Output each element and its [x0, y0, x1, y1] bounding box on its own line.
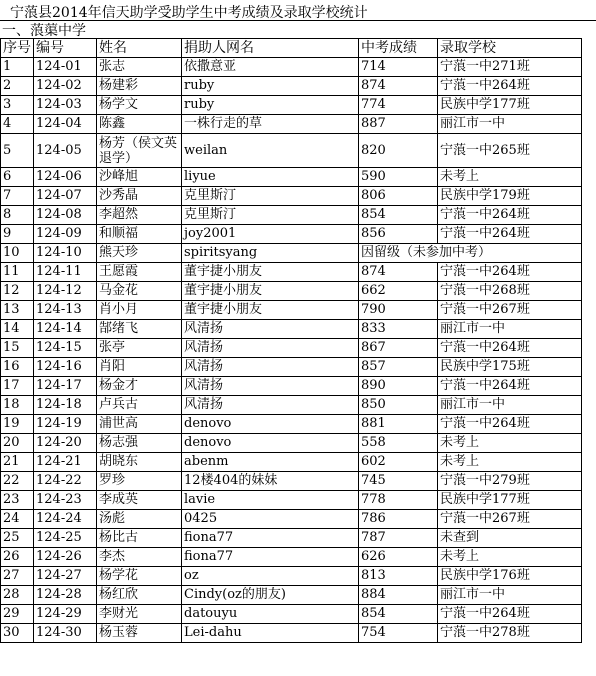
table-row — [1, 134, 582, 168]
cell-score[interactable]: 854 — [359, 605, 438, 624]
cell-name[interactable]: 杨玉蓉 — [97, 624, 182, 643]
cell-school[interactable]: 宁蒗一中268班 — [438, 282, 582, 301]
cell-code[interactable]: 124-01 — [34, 58, 97, 77]
header-donor[interactable]: 捐助人网名 — [182, 39, 359, 58]
table-row — [1, 301, 582, 320]
cell-code[interactable]: 124-30 — [34, 624, 97, 643]
cell-code[interactable]: 124-24 — [34, 510, 97, 529]
cell-school[interactable]: 未考上 — [438, 168, 582, 187]
cell-score[interactable]: 857 — [359, 358, 438, 377]
cell-no[interactable]: 20 — [1, 434, 34, 453]
cell-no[interactable]: 15 — [1, 339, 34, 358]
cell-score[interactable]: 806 — [359, 187, 438, 206]
cell-score[interactable]: 786 — [359, 510, 438, 529]
cell-score[interactable]: 790 — [359, 301, 438, 320]
cell-school[interactable]: 民族中学177班 — [438, 96, 582, 115]
cell-name[interactable]: 杨志强 — [97, 434, 182, 453]
cell-code[interactable]: 124-28 — [34, 586, 97, 605]
cell-donor[interactable]: 12楼404的妹妹 — [182, 472, 359, 491]
table-row — [1, 282, 582, 301]
table-row — [1, 586, 582, 605]
cell-code[interactable]: 124-04 — [34, 115, 97, 134]
cell-donor[interactable]: liyue — [182, 168, 359, 187]
cell-school[interactable]: 民族中学175班 — [438, 358, 582, 377]
cell-name[interactable]: 肖小月 — [97, 301, 182, 320]
cell-name[interactable]: 郜绪飞 — [97, 320, 182, 339]
cell-score[interactable]: 787 — [359, 529, 438, 548]
header-no[interactable]: 序号 — [1, 39, 34, 58]
cell-school[interactable]: 宁蒗一中264班 — [438, 605, 582, 624]
cell-no[interactable]: 10 — [1, 244, 34, 263]
cell-donor[interactable]: Lei-dahu — [182, 624, 359, 643]
cell-no[interactable]: 24 — [1, 510, 34, 529]
cell-no[interactable]: 17 — [1, 377, 34, 396]
cell-school[interactable]: 丽江市一中 — [438, 320, 582, 339]
cell-school[interactable]: 丽江市一中 — [438, 396, 582, 415]
cell-no[interactable]: 3 — [1, 96, 34, 115]
table-row — [1, 605, 582, 624]
cell-donor[interactable]: 依撒意亚 — [182, 58, 359, 77]
table-row — [1, 567, 582, 586]
cell-code[interactable]: 124-20 — [34, 434, 97, 453]
cell-donor[interactable]: 风清扬 — [182, 396, 359, 415]
table-row — [1, 96, 582, 115]
cell-no[interactable]: 16 — [1, 358, 34, 377]
cell-donor[interactable]: denovo — [182, 434, 359, 453]
cell-name[interactable]: 张亭 — [97, 339, 182, 358]
cell-donor[interactable]: 风清扬 — [182, 320, 359, 339]
cell-code[interactable]: 124-26 — [34, 548, 97, 567]
table-row — [1, 225, 582, 244]
section-row — [0, 20, 596, 38]
cell-no[interactable]: 28 — [1, 586, 34, 605]
table-row — [1, 624, 582, 643]
table-row — [1, 358, 582, 377]
table-row — [1, 168, 582, 187]
table-row — [1, 453, 582, 472]
cell-code[interactable]: 124-22 — [34, 472, 97, 491]
cell-donor[interactable]: 董宇捷小朋友 — [182, 301, 359, 320]
cell-name[interactable]: 胡晓东 — [97, 453, 182, 472]
cell-code[interactable]: 124-09 — [34, 225, 97, 244]
section-title: 一、蒗蕖中学 — [2, 23, 86, 39]
cell-no[interactable]: 26 — [1, 548, 34, 567]
cell-code[interactable]: 124-05 — [34, 134, 97, 168]
cell-donor[interactable]: 风清扬 — [182, 377, 359, 396]
cell-school[interactable]: 未查到 — [438, 529, 582, 548]
cell-score[interactable]: 778 — [359, 491, 438, 510]
cell-donor[interactable]: abenm — [182, 453, 359, 472]
cell-donor[interactable]: 0425 — [182, 510, 359, 529]
cell-code[interactable]: 124-07 — [34, 187, 97, 206]
cell-school[interactable]: 宁蒗一中267班 — [438, 510, 582, 529]
cell-donor[interactable]: oz — [182, 567, 359, 586]
cell-name[interactable]: 杨芳（侯文英退学） — [97, 134, 182, 168]
cell-code[interactable]: 124-12 — [34, 282, 97, 301]
cell-no[interactable]: 6 — [1, 168, 34, 187]
cell-score[interactable]: 774 — [359, 96, 438, 115]
cell-donor[interactable]: spiritsyang — [182, 244, 359, 263]
cell-name[interactable]: 张志 — [97, 58, 182, 77]
cell-code[interactable]: 124-06 — [34, 168, 97, 187]
header-row — [1, 39, 582, 58]
cell-code[interactable]: 124-02 — [34, 77, 97, 96]
header-score[interactable]: 中考成绩 — [359, 39, 438, 58]
cell-name[interactable]: 肖阳 — [97, 358, 182, 377]
cell-score[interactable]: 867 — [359, 339, 438, 358]
table-row — [1, 206, 582, 225]
cell-school[interactable]: 宁蒗一中264班 — [438, 225, 582, 244]
cell-name[interactable]: 熊天珍 — [97, 244, 182, 263]
cell-name[interactable]: 和顺福 — [97, 225, 182, 244]
cell-no[interactable]: 7 — [1, 187, 34, 206]
cell-donor[interactable]: lavie — [182, 491, 359, 510]
cell-name[interactable]: 李成英 — [97, 491, 182, 510]
table-row — [1, 320, 582, 339]
cell-school[interactable]: 宁蒗一中271班 — [438, 58, 582, 77]
table-row — [1, 510, 582, 529]
cell-code[interactable]: 124-11 — [34, 263, 97, 282]
cell-donor[interactable]: ruby — [182, 96, 359, 115]
cell-score[interactable]: 662 — [359, 282, 438, 301]
cell-name[interactable]: 浦世高 — [97, 415, 182, 434]
cell-score[interactable]: 884 — [359, 586, 438, 605]
cell-code[interactable]: 124-15 — [34, 339, 97, 358]
cell-code[interactable]: 124-17 — [34, 377, 97, 396]
table-row — [1, 434, 582, 453]
cell-name[interactable]: 李超然 — [97, 206, 182, 225]
cell-no[interactable]: 30 — [1, 624, 34, 643]
cell-school[interactable]: 宁蒗一中279班 — [438, 472, 582, 491]
cell-score[interactable]: 602 — [359, 453, 438, 472]
table-row — [1, 377, 582, 396]
cell-code[interactable]: 124-14 — [34, 320, 97, 339]
cell-no[interactable]: 25 — [1, 529, 34, 548]
table-row — [1, 187, 582, 206]
cell-no[interactable]: 1 — [1, 58, 34, 77]
cell-school[interactable]: 未考上 — [438, 434, 582, 453]
table-row — [1, 77, 582, 96]
cell-donor[interactable]: 董宇捷小朋友 — [182, 263, 359, 282]
table-row — [1, 339, 582, 358]
cell-code[interactable]: 124-18 — [34, 396, 97, 415]
cell-name[interactable]: 杨比古 — [97, 529, 182, 548]
cell-name[interactable]: 李杰 — [97, 548, 182, 567]
cell-no[interactable]: 14 — [1, 320, 34, 339]
cell-school[interactable]: 宁蒗一中267班 — [438, 301, 582, 320]
cell-donor[interactable]: fiona77 — [182, 548, 359, 567]
table-row — [1, 415, 582, 434]
cell-score[interactable]: 874 — [359, 263, 438, 282]
table-row — [1, 115, 582, 134]
cell-no[interactable]: 13 — [1, 301, 34, 320]
cell-donor[interactable]: datouyu — [182, 605, 359, 624]
cell-name[interactable]: 罗珍 — [97, 472, 182, 491]
cell-score[interactable]: 833 — [359, 320, 438, 339]
cell-code[interactable]: 124-03 — [34, 96, 97, 115]
table-row — [1, 396, 582, 415]
cell-name[interactable]: 杨红欣 — [97, 586, 182, 605]
cell-donor[interactable]: fiona77 — [182, 529, 359, 548]
cell-donor[interactable]: ruby — [182, 77, 359, 96]
cell-code[interactable]: 124-29 — [34, 605, 97, 624]
cell-code[interactable]: 124-08 — [34, 206, 97, 225]
cell-no[interactable]: 27 — [1, 567, 34, 586]
cell-school[interactable]: 民族中学179班 — [438, 187, 582, 206]
cell-score[interactable]: 850 — [359, 396, 438, 415]
table-row — [1, 529, 582, 548]
cell-name[interactable]: 杨金才 — [97, 377, 182, 396]
cell-no[interactable]: 29 — [1, 605, 34, 624]
cell-name[interactable]: 沙秀晶 — [97, 187, 182, 206]
cell-no[interactable]: 9 — [1, 225, 34, 244]
table-row — [1, 491, 582, 510]
cell-donor[interactable]: 风清扬 — [182, 358, 359, 377]
cell-school[interactable]: 丽江市一中 — [438, 115, 582, 134]
cell-no[interactable]: 5 — [1, 134, 34, 168]
table-row — [1, 263, 582, 282]
cell-name[interactable]: 杨学花 — [97, 567, 182, 586]
cell-score[interactable]: 626 — [359, 548, 438, 567]
cell-score[interactable]: 745 — [359, 472, 438, 491]
cell-no[interactable]: 2 — [1, 77, 34, 96]
cell-no[interactable]: 23 — [1, 491, 34, 510]
cell-no[interactable]: 8 — [1, 206, 34, 225]
sheet-title-row — [0, 0, 596, 21]
cell-donor[interactable]: 克里斯汀 — [182, 206, 359, 225]
cell-school[interactable]: 宁蒗一中278班 — [438, 624, 582, 643]
table-row — [1, 548, 582, 567]
cell-score[interactable]: 714 — [359, 58, 438, 77]
cell-school[interactable]: 民族中学176班 — [438, 567, 582, 586]
cell-name[interactable]: 卢兵古 — [97, 396, 182, 415]
cell-donor[interactable]: 一株行走的草 — [182, 115, 359, 134]
header-school[interactable]: 录取学校 — [438, 39, 582, 58]
cell-no[interactable]: 19 — [1, 415, 34, 434]
cell-score[interactable]: 887 — [359, 115, 438, 134]
cell-code[interactable]: 124-16 — [34, 358, 97, 377]
table-body — [1, 58, 582, 643]
cell-score[interactable]: 754 — [359, 624, 438, 643]
cell-name[interactable]: 汤彪 — [97, 510, 182, 529]
cell-school[interactable]: 宁蒗一中264班 — [438, 263, 582, 282]
cell-score[interactable]: 590 — [359, 168, 438, 187]
cell-name[interactable]: 沙峰旭 — [97, 168, 182, 187]
cell-school[interactable]: 宁蒗一中264班 — [438, 415, 582, 434]
cell-donor[interactable]: 克里斯汀 — [182, 187, 359, 206]
header-name[interactable]: 姓名 — [97, 39, 182, 58]
cell-code[interactable]: 124-23 — [34, 491, 97, 510]
cell-school[interactable]: 宁蒗一中264班 — [438, 77, 582, 96]
cell-no[interactable]: 11 — [1, 263, 34, 282]
cell-score[interactable]: 813 — [359, 567, 438, 586]
cell-score[interactable]: 890 — [359, 377, 438, 396]
cell-name[interactable]: 杨学文 — [97, 96, 182, 115]
results-table — [0, 38, 582, 643]
cell-code[interactable]: 124-21 — [34, 453, 97, 472]
cell-score[interactable]: 881 — [359, 415, 438, 434]
cell-name[interactable]: 陈鑫 — [97, 115, 182, 134]
cell-score[interactable]: 856 — [359, 225, 438, 244]
cell-no[interactable]: 12 — [1, 282, 34, 301]
cell-score[interactable]: 820 — [359, 134, 438, 168]
cell-school[interactable]: 宁蒗一中264班 — [438, 206, 582, 225]
cell-code[interactable]: 124-25 — [34, 529, 97, 548]
cell-donor[interactable]: denovo — [182, 415, 359, 434]
table-row — [1, 58, 582, 77]
cell-school[interactable]: 未考上 — [438, 548, 582, 567]
table-row — [1, 244, 582, 263]
cell-name[interactable]: 李财光 — [97, 605, 182, 624]
cell-donor[interactable]: Cindy(oz的朋友) — [182, 586, 359, 605]
cell-school[interactable]: 民族中学177班 — [438, 491, 582, 510]
cell-score[interactable]: 因留级（未参加中考） — [359, 244, 582, 263]
cell-score[interactable]: 854 — [359, 206, 438, 225]
cell-school[interactable]: 丽江市一中 — [438, 586, 582, 605]
cell-code[interactable]: 124-27 — [34, 567, 97, 586]
cell-name[interactable]: 王愿霞 — [97, 263, 182, 282]
cell-donor[interactable]: 风清扬 — [182, 339, 359, 358]
cell-school[interactable]: 未考上 — [438, 453, 582, 472]
cell-code[interactable]: 124-13 — [34, 301, 97, 320]
cell-no[interactable]: 22 — [1, 472, 34, 491]
cell-code[interactable]: 124-10 — [34, 244, 97, 263]
cell-no[interactable]: 18 — [1, 396, 34, 415]
sheet-title: 宁蒗县2014年信天助学受助学生中考成绩及录取学校统计 — [10, 5, 368, 21]
cell-donor[interactable]: 董宇捷小朋友 — [182, 282, 359, 301]
table-row — [1, 472, 582, 491]
cell-score[interactable]: 874 — [359, 77, 438, 96]
header-code[interactable]: 编号 — [34, 39, 97, 58]
cell-school[interactable]: 宁蒗一中265班 — [438, 134, 582, 168]
cell-donor[interactable]: joy2001 — [182, 225, 359, 244]
cell-code[interactable]: 124-19 — [34, 415, 97, 434]
cell-no[interactable]: 21 — [1, 453, 34, 472]
cell-name[interactable]: 马金花 — [97, 282, 182, 301]
cell-donor[interactable]: weilan — [182, 134, 359, 168]
cell-name[interactable]: 杨建彩 — [97, 77, 182, 96]
cell-no[interactable]: 4 — [1, 115, 34, 134]
cell-score[interactable]: 558 — [359, 434, 438, 453]
cell-school[interactable]: 宁蒗一中264班 — [438, 377, 582, 396]
cell-school[interactable]: 宁蒗一中264班 — [438, 339, 582, 358]
